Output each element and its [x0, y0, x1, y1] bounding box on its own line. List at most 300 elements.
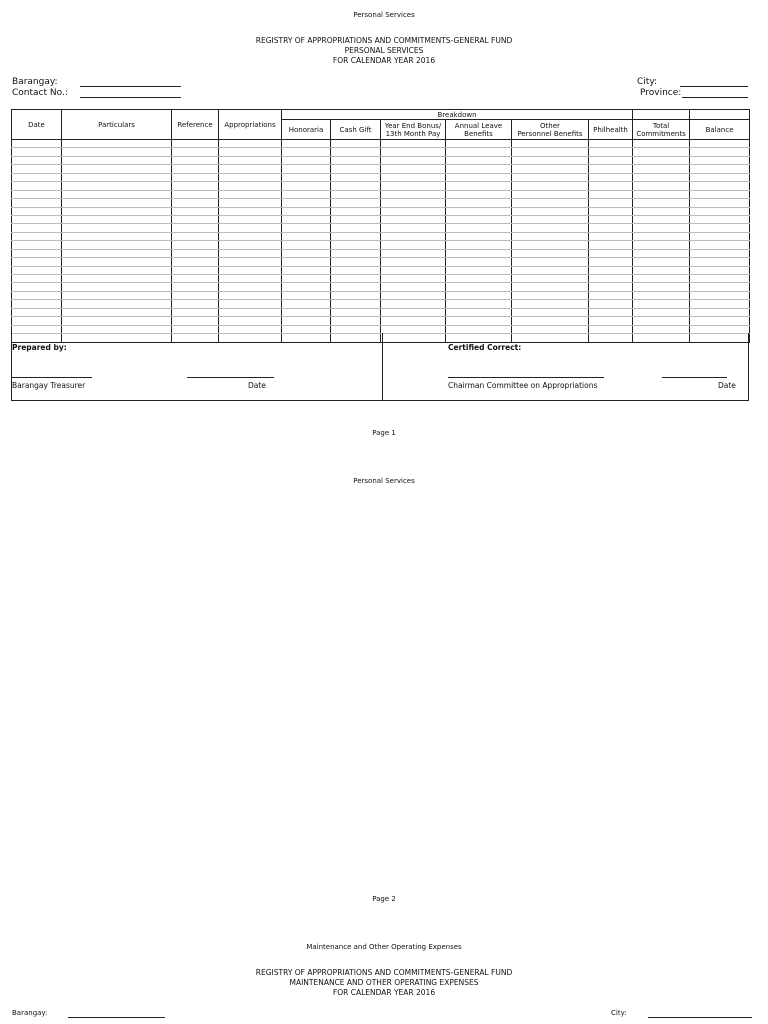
table-cell[interactable] [381, 173, 446, 181]
table-cell[interactable] [381, 266, 446, 274]
table-cell[interactable] [12, 190, 62, 198]
table-cell[interactable] [282, 232, 331, 240]
table-cell[interactable] [331, 283, 381, 291]
chairman-label: Chairman Committee on Appropriations [448, 381, 598, 390]
table-cell[interactable] [690, 258, 750, 266]
table-cell[interactable] [12, 224, 62, 232]
table-cell[interactable] [589, 275, 633, 283]
table-cell[interactable] [219, 291, 282, 299]
table-cell[interactable] [62, 165, 172, 173]
table-cell[interactable] [589, 182, 633, 190]
table-cell[interactable] [446, 148, 512, 156]
table-cell[interactable] [690, 165, 750, 173]
table-cell[interactable] [381, 291, 446, 299]
table-cell[interactable] [172, 165, 219, 173]
table-cell[interactable] [633, 199, 690, 207]
col-total-commitments [633, 120, 690, 140]
table-cell[interactable] [219, 156, 282, 164]
table-cell[interactable] [219, 190, 282, 198]
table-cell[interactable] [282, 317, 331, 325]
table-cell[interactable] [62, 190, 172, 198]
table-cell[interactable] [633, 317, 690, 325]
page3-top-label: Maintenance and Other Operating Expenses [306, 943, 462, 951]
table-cell[interactable] [12, 215, 62, 223]
certified-correct-label: Certified Correct: [448, 343, 522, 352]
page3-city-label: City: [611, 1009, 627, 1017]
table-cell[interactable] [446, 258, 512, 266]
table-cell[interactable] [690, 148, 750, 156]
table-cell[interactable] [331, 215, 381, 223]
table-cell[interactable] [512, 249, 589, 257]
chairman-signature-line[interactable] [448, 377, 604, 378]
table-cell[interactable] [589, 232, 633, 240]
table-cell[interactable] [690, 249, 750, 257]
table-cell[interactable] [172, 173, 219, 181]
table-cell[interactable] [172, 199, 219, 207]
table-cell[interactable] [381, 249, 446, 257]
table-cell[interactable] [282, 258, 331, 266]
table-cell[interactable] [62, 258, 172, 266]
table-cell[interactable] [282, 283, 331, 291]
table-cell[interactable] [589, 224, 633, 232]
table-cell[interactable] [512, 140, 589, 148]
table-cell[interactable] [512, 241, 589, 249]
table-cell[interactable] [62, 207, 172, 215]
table-cell[interactable] [172, 224, 219, 232]
table-cell[interactable] [381, 283, 446, 291]
table-cell[interactable] [633, 190, 690, 198]
table-cell[interactable] [172, 283, 219, 291]
barangay-label: Barangay: [12, 77, 58, 87]
table-cell[interactable] [62, 249, 172, 257]
table-cell[interactable] [446, 283, 512, 291]
table-cell[interactable] [172, 156, 219, 164]
chairman-date-line[interactable] [662, 377, 727, 378]
table-cell[interactable] [219, 148, 282, 156]
table-cell[interactable] [381, 258, 446, 266]
table-cell[interactable] [331, 140, 381, 148]
table-row [12, 266, 750, 274]
table-cell[interactable] [12, 148, 62, 156]
table-cell[interactable] [62, 308, 172, 316]
table-cell[interactable] [219, 207, 282, 215]
table-cell[interactable] [633, 283, 690, 291]
table-cell[interactable] [381, 156, 446, 164]
table-cell[interactable] [172, 140, 219, 148]
table-cell[interactable] [690, 317, 750, 325]
table-cell[interactable] [633, 140, 690, 148]
table-cell[interactable] [446, 207, 512, 215]
table-cell[interactable] [690, 241, 750, 249]
table-cell[interactable] [219, 232, 282, 240]
table-cell[interactable] [62, 199, 172, 207]
table-cell[interactable] [219, 241, 282, 249]
table-cell[interactable] [512, 317, 589, 325]
table-cell[interactable] [690, 291, 750, 299]
table-cell[interactable] [690, 266, 750, 274]
table-cell[interactable] [62, 275, 172, 283]
table-row [12, 308, 750, 316]
table-cell[interactable] [219, 317, 282, 325]
col-year-end-l1: Year End Bonus/ [384, 121, 442, 130]
table-cell[interactable] [446, 249, 512, 257]
table-cell[interactable] [589, 165, 633, 173]
table-row [12, 199, 750, 207]
table-cell[interactable] [62, 232, 172, 240]
table-cell[interactable] [282, 249, 331, 257]
col-appropriations: Appropriations [219, 110, 282, 140]
table-cell[interactable] [62, 266, 172, 274]
table-cell[interactable] [381, 241, 446, 249]
table-cell[interactable] [633, 275, 690, 283]
table-cell[interactable] [512, 300, 589, 308]
table-cell[interactable] [282, 224, 331, 232]
table-cell[interactable] [12, 275, 62, 283]
table-cell[interactable] [331, 241, 381, 249]
table-cell[interactable] [282, 140, 331, 148]
table-cell[interactable] [633, 300, 690, 308]
table-cell[interactable] [589, 173, 633, 181]
table-cell[interactable] [690, 190, 750, 198]
table-cell[interactable] [219, 199, 282, 207]
table-cell[interactable] [331, 156, 381, 164]
table-cell[interactable] [446, 291, 512, 299]
table-cell[interactable] [381, 232, 446, 240]
table-cell[interactable] [12, 165, 62, 173]
table-cell[interactable] [172, 190, 219, 198]
table-cell[interactable] [282, 308, 331, 316]
col-other-benefits [512, 120, 589, 140]
table-cell[interactable] [282, 199, 331, 207]
table-cell[interactable] [589, 215, 633, 223]
table-cell[interactable] [62, 283, 172, 291]
table-row [12, 190, 750, 198]
table-cell[interactable] [633, 165, 690, 173]
table-cell[interactable] [381, 275, 446, 283]
table-cell[interactable] [690, 300, 750, 308]
table-cell[interactable] [62, 291, 172, 299]
page1-top-label: Personal Services [353, 11, 415, 19]
table-cell[interactable] [282, 173, 331, 181]
table-cell[interactable] [446, 224, 512, 232]
table-row [12, 182, 750, 190]
table-cell[interactable] [512, 207, 589, 215]
table-cell[interactable] [219, 266, 282, 274]
table-cell[interactable] [62, 173, 172, 181]
table-cell[interactable] [331, 199, 381, 207]
table-cell[interactable] [690, 224, 750, 232]
table-cell[interactable] [219, 182, 282, 190]
table-cell[interactable] [12, 283, 62, 291]
table-cell[interactable] [219, 165, 282, 173]
table-cell[interactable] [219, 275, 282, 283]
col-balance-spacer [690, 110, 750, 120]
table-cell[interactable] [446, 317, 512, 325]
table-cell[interactable] [633, 224, 690, 232]
table-cell[interactable] [690, 283, 750, 291]
table-cell[interactable] [12, 232, 62, 240]
table-cell[interactable] [62, 317, 172, 325]
col-particulars: Particulars [62, 110, 172, 140]
table-cell[interactable] [331, 275, 381, 283]
table-cell[interactable] [512, 258, 589, 266]
table-cell[interactable] [12, 300, 62, 308]
table-cell[interactable] [381, 190, 446, 198]
table-cell[interactable] [512, 291, 589, 299]
treasurer-signature-line[interactable] [12, 377, 92, 378]
table-cell[interactable] [633, 148, 690, 156]
table-cell[interactable] [690, 182, 750, 190]
table-cell[interactable] [172, 266, 219, 274]
table-cell[interactable] [446, 173, 512, 181]
table-cell[interactable] [62, 140, 172, 148]
table-cell[interactable] [589, 300, 633, 308]
table-cell[interactable] [633, 308, 690, 316]
table-cell[interactable] [381, 165, 446, 173]
table-cell[interactable] [62, 148, 172, 156]
table-cell[interactable] [219, 300, 282, 308]
table-cell[interactable] [446, 232, 512, 240]
page3-city-field[interactable] [648, 1017, 752, 1018]
table-cell[interactable] [589, 190, 633, 198]
table-cell[interactable] [331, 148, 381, 156]
table-cell[interactable] [219, 283, 282, 291]
table-cell[interactable] [589, 291, 633, 299]
table-cell[interactable] [633, 173, 690, 181]
table-cell[interactable] [633, 156, 690, 164]
table-cell[interactable] [331, 207, 381, 215]
page3-title-line1: REGISTRY OF APPROPRIATIONS AND COMMITMENTS-GENERAL FUND [255, 968, 513, 977]
table-cell[interactable] [219, 258, 282, 266]
table-cell[interactable] [282, 300, 331, 308]
table-cell[interactable] [381, 182, 446, 190]
table-cell[interactable] [381, 317, 446, 325]
table-cell[interactable] [381, 300, 446, 308]
table-cell[interactable] [381, 140, 446, 148]
province-field[interactable] [682, 97, 748, 98]
contact-field[interactable] [80, 97, 181, 98]
table-cell[interactable] [12, 317, 62, 325]
table-cell[interactable] [219, 224, 282, 232]
table-cell[interactable] [172, 291, 219, 299]
table-cell[interactable] [12, 266, 62, 274]
table-cell[interactable] [12, 249, 62, 257]
table-cell[interactable] [172, 232, 219, 240]
table-cell[interactable] [331, 291, 381, 299]
table-cell[interactable] [331, 224, 381, 232]
barangay-field[interactable] [80, 86, 181, 87]
table-cell[interactable] [12, 140, 62, 148]
table-cell[interactable] [282, 215, 331, 223]
table-cell[interactable] [12, 199, 62, 207]
table-cell[interactable] [282, 207, 331, 215]
page3-title-line3: FOR CALENDAR YEAR 2016 [332, 988, 436, 997]
table-cell[interactable] [633, 291, 690, 299]
table-cell[interactable] [62, 215, 172, 223]
table-cell[interactable] [172, 215, 219, 223]
table-cell[interactable] [446, 215, 512, 223]
table-cell[interactable] [690, 199, 750, 207]
registry-body [12, 140, 750, 343]
table-cell[interactable] [331, 173, 381, 181]
table-cell[interactable] [282, 182, 331, 190]
table-row [12, 215, 750, 223]
table-cell[interactable] [282, 241, 331, 249]
table-cell[interactable] [690, 275, 750, 283]
table-cell[interactable] [589, 148, 633, 156]
table-cell[interactable] [690, 156, 750, 164]
table-cell[interactable] [512, 199, 589, 207]
treasurer-date-line[interactable] [187, 377, 274, 378]
table-cell[interactable] [633, 232, 690, 240]
table-cell[interactable] [172, 300, 219, 308]
table-cell[interactable] [446, 241, 512, 249]
table-cell[interactable] [589, 199, 633, 207]
table-cell[interactable] [446, 182, 512, 190]
table-cell[interactable] [446, 165, 512, 173]
table-cell[interactable] [589, 283, 633, 291]
table-cell[interactable] [690, 140, 750, 148]
table-cell[interactable] [381, 148, 446, 156]
table-cell[interactable] [512, 165, 589, 173]
table-cell[interactable] [633, 266, 690, 274]
table-cell[interactable] [219, 140, 282, 148]
table-cell[interactable] [331, 258, 381, 266]
table-cell[interactable] [512, 275, 589, 283]
table-cell[interactable] [331, 190, 381, 198]
city-field[interactable] [680, 86, 748, 87]
table-cell[interactable] [331, 165, 381, 173]
table-cell[interactable] [446, 275, 512, 283]
table-cell[interactable] [282, 156, 331, 164]
table-cell[interactable] [12, 308, 62, 316]
table-cell[interactable] [219, 173, 282, 181]
table-cell[interactable] [62, 241, 172, 249]
table-cell[interactable] [331, 182, 381, 190]
page3-barangay-field[interactable] [68, 1017, 165, 1018]
table-cell[interactable] [512, 148, 589, 156]
table-cell[interactable] [633, 207, 690, 215]
table-cell[interactable] [12, 241, 62, 249]
table-cell[interactable] [690, 308, 750, 316]
table-cell[interactable] [331, 266, 381, 274]
table-cell[interactable] [381, 207, 446, 215]
table-cell[interactable] [589, 140, 633, 148]
table-cell[interactable] [12, 207, 62, 215]
table-cell[interactable] [172, 182, 219, 190]
table-cell[interactable] [62, 156, 172, 164]
table-cell[interactable] [12, 258, 62, 266]
table-cell[interactable] [219, 215, 282, 223]
table-cell[interactable] [282, 165, 331, 173]
table-cell[interactable] [690, 173, 750, 181]
table-cell[interactable] [690, 215, 750, 223]
table-cell[interactable] [12, 182, 62, 190]
table-cell[interactable] [172, 207, 219, 215]
table-cell[interactable] [62, 182, 172, 190]
table-cell[interactable] [512, 156, 589, 164]
table-cell[interactable] [381, 308, 446, 316]
table-cell[interactable] [172, 249, 219, 257]
table-cell[interactable] [589, 308, 633, 316]
table-cell[interactable] [446, 300, 512, 308]
barangay-treasurer-label: Barangay Treasurer [12, 381, 86, 390]
table-cell[interactable] [381, 224, 446, 232]
table-cell[interactable] [172, 275, 219, 283]
table-cell[interactable] [633, 258, 690, 266]
table-cell[interactable] [172, 258, 219, 266]
table-cell[interactable] [282, 291, 331, 299]
table-cell[interactable] [172, 148, 219, 156]
table-cell[interactable] [512, 190, 589, 198]
table-cell[interactable] [172, 317, 219, 325]
table-cell[interactable] [512, 173, 589, 181]
table-cell[interactable] [589, 266, 633, 274]
table-cell[interactable] [589, 249, 633, 257]
table-cell[interactable] [589, 207, 633, 215]
table-cell[interactable] [633, 241, 690, 249]
table-cell[interactable] [172, 241, 219, 249]
table-cell[interactable] [589, 317, 633, 325]
table-cell[interactable] [690, 207, 750, 215]
table-cell[interactable] [219, 308, 282, 316]
table-cell[interactable] [282, 275, 331, 283]
table-cell[interactable] [512, 266, 589, 274]
table-cell[interactable] [589, 156, 633, 164]
table-cell[interactable] [446, 190, 512, 198]
table-cell[interactable] [446, 266, 512, 274]
table-cell[interactable] [381, 215, 446, 223]
table-cell[interactable] [446, 156, 512, 164]
table-cell[interactable] [331, 249, 381, 257]
table-cell[interactable] [62, 300, 172, 308]
table-cell[interactable] [381, 199, 446, 207]
table-cell[interactable] [331, 308, 381, 316]
col-total-l2: Commitments [636, 129, 686, 138]
col-breakdown: Breakdown [282, 110, 633, 120]
table-cell[interactable] [690, 232, 750, 240]
table-cell[interactable] [589, 258, 633, 266]
col-honoraria: Honoraria [282, 120, 331, 140]
table-row [12, 258, 750, 266]
table-cell[interactable] [589, 241, 633, 249]
table-cell[interactable] [12, 291, 62, 299]
table-cell[interactable] [331, 232, 381, 240]
table-cell[interactable] [512, 182, 589, 190]
table-cell[interactable] [512, 283, 589, 291]
table-cell[interactable] [172, 308, 219, 316]
table-cell[interactable] [282, 190, 331, 198]
table-cell[interactable] [12, 156, 62, 164]
table-cell[interactable] [331, 317, 381, 325]
table-cell[interactable] [219, 249, 282, 257]
table-cell[interactable] [446, 308, 512, 316]
table-cell[interactable] [512, 215, 589, 223]
table-cell[interactable] [62, 224, 172, 232]
table-cell[interactable] [633, 249, 690, 257]
table-cell[interactable] [12, 173, 62, 181]
table-cell[interactable] [446, 140, 512, 148]
table-cell[interactable] [512, 224, 589, 232]
table-cell[interactable] [633, 215, 690, 223]
table-cell[interactable] [633, 182, 690, 190]
table-cell[interactable] [282, 266, 331, 274]
table-cell[interactable] [512, 308, 589, 316]
table-cell[interactable] [446, 199, 512, 207]
table-cell[interactable] [282, 148, 331, 156]
table-cell[interactable] [331, 300, 381, 308]
table-cell[interactable] [512, 232, 589, 240]
